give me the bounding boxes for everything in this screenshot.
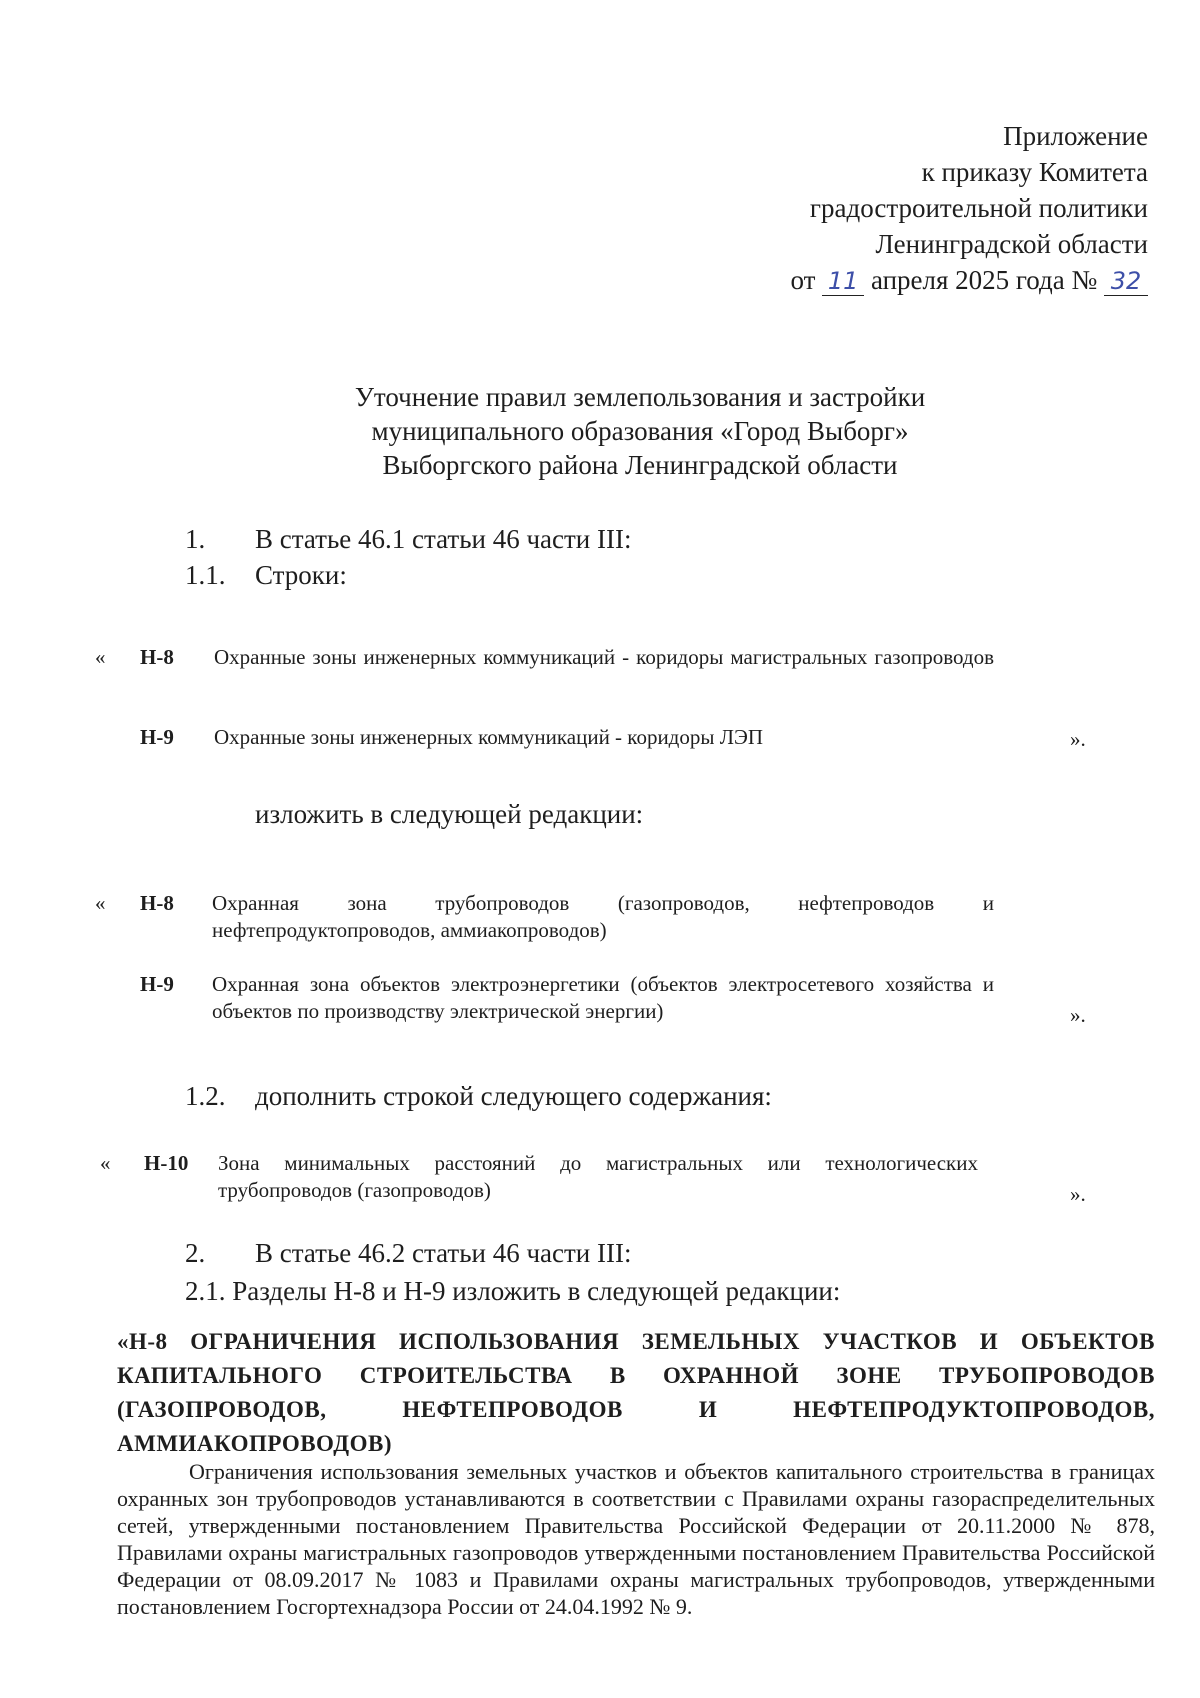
- item-1: [185, 522, 631, 556]
- item-2-text: В статье 46.2 статьи 46 части III:: [255, 1238, 632, 1268]
- item-1-1: [185, 558, 347, 592]
- approval-line-4: Ленинградской области: [875, 229, 1148, 259]
- item-2-number: 2.: [185, 1238, 206, 1268]
- approval-line-1: Приложение: [1003, 121, 1148, 151]
- zone-description: Охранная зона трубопроводов (газопроводов, нефтепроводов и нефтепродуктопроводов, аммиакопроводов): [212, 891, 994, 942]
- title-line-2: муниципального образования «Город Выборг»: [371, 416, 909, 446]
- approval-line-3: градостроительной политики: [809, 193, 1148, 223]
- new-row-h8: [95, 890, 1105, 950]
- zone-code: Н-8: [140, 645, 174, 669]
- approval-line-2: к приказу Комитета: [921, 157, 1148, 187]
- close-quote: ».: [1070, 727, 1086, 751]
- open-quote: «: [100, 1151, 111, 1175]
- restate-instruction: изложить в следующей редакции:: [255, 799, 644, 829]
- title-line-1: Уточнение правил землепользования и застройки: [354, 382, 926, 412]
- old-row-h8: [95, 644, 1105, 704]
- handwritten-day: 11: [822, 267, 864, 296]
- approval-date-line: [628, 262, 1148, 298]
- date-prefix: от: [790, 265, 816, 295]
- body-paragraph: Ограничения использования земельных участков и объектов капитального строительства в границах охранных зон трубопроводов устанавливаются в соответствии с Правилами охраны газораспределительных сетей, утвержденными постановлением Правительства Российской Федерации от 20.11.2000 № 878, Правилами охраны магистральных газопроводов утвержденными постановлением Правительства Российской Федерации от 08.09.2017 № 1083 и Правилами охраны магистральных трубопроводов, утвержденными постановлением Госгортехнадзора России от 24.04.1992 № 9.: [117, 1459, 1155, 1619]
- open-quote: «: [95, 645, 106, 669]
- item-1-number: 1.: [185, 524, 206, 554]
- zone-code: Н-10: [144, 1151, 189, 1175]
- new-row-h9: [95, 971, 1105, 1031]
- open-quote: «: [95, 891, 106, 915]
- zone-description: Охранные зоны инженерных коммуникаций - коридоры ЛЭП: [214, 725, 763, 749]
- item-1-2-number: 1.2.: [185, 1081, 226, 1111]
- document-title: [240, 380, 1040, 482]
- title-line-3: Выборгского района Ленинградской области: [382, 450, 898, 480]
- item-1-2: [185, 1079, 772, 1113]
- zone-code: Н-9: [140, 972, 174, 996]
- date-middle: апреля 2025 года №: [870, 265, 1098, 295]
- close-quote: ».: [1070, 1003, 1086, 1027]
- item-1-2-text: дополнить строкой следующего содержания:: [255, 1081, 772, 1111]
- old-row-h9: [95, 724, 1105, 754]
- item-2: [185, 1236, 631, 1270]
- zone-code: Н-8: [140, 891, 174, 915]
- item-1-1-number: 1.1.: [185, 560, 226, 590]
- added-row-h10: [100, 1150, 1105, 1210]
- zone-description: Охранные зоны инженерных коммуникаций - коридоры магистральных газопроводов: [214, 645, 994, 669]
- close-quote: ».: [1070, 1182, 1086, 1206]
- item-1-text: В статье 46.1 статьи 46 части III:: [255, 524, 632, 554]
- item-1-1-text: Строки:: [255, 560, 347, 590]
- approval-block: [628, 118, 1148, 298]
- handwritten-order-number: 32: [1104, 267, 1148, 296]
- zone-description: Зона минимальных расстояний до магистральных или технологических трубопроводов (газопроводов): [218, 1151, 978, 1202]
- item-2-1: 2.1. Разделы Н-8 и Н-9 изложить в следующей редакции:: [185, 1276, 841, 1306]
- section-heading-h8: «Н-8 ОГРАНИЧЕНИЯ ИСПОЛЬЗОВАНИЯ ЗЕМЕЛЬНЫХ УЧАСТКОВ И ОБЪЕКТОВ КАПИТАЛЬНОГО СТРОИТЕЛЬСТВА В ОХРАННОЙ ЗОНЕ ТРУБОПРОВОДОВ (ГАЗОПРОВОДОВ, НЕФТЕПРОВОДОВ И НЕФТЕПРОДУКТОПРОВОДОВ, АММИАКОПРОВОДОВ): [117, 1329, 1155, 1456]
- zone-description: Охранная зона объектов электроэнергетики (объектов электросетевого хозяйства и объектов по производству электрической энергии): [212, 972, 994, 1023]
- zone-code: Н-9: [140, 725, 174, 749]
